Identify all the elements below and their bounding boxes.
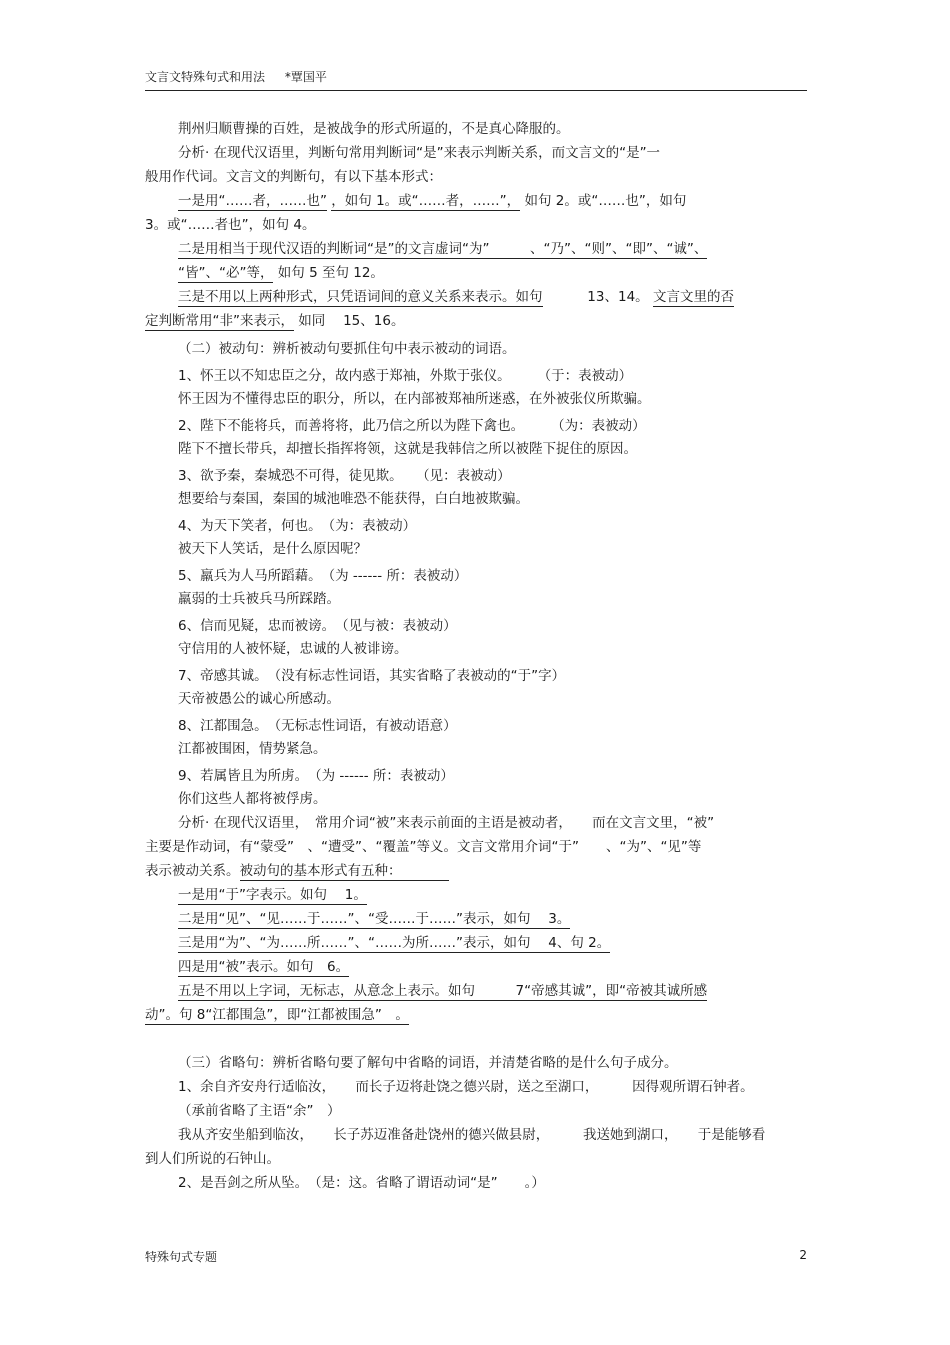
plain-text: 表示被动关系。 <box>145 863 240 879</box>
text-line: 荆州归顺曹操的百姓，是被战争的形式所逼的，不是真心降服的。 <box>178 121 570 137</box>
plain-text: 如句 5 至句 12。 <box>277 265 384 281</box>
text-line <box>145 237 807 261</box>
text-line: 3。或“……者也”，如句 4。 <box>145 217 316 233</box>
page-number: 2 <box>799 1248 807 1262</box>
example-sentence: 1、余自齐安舟行适临汝， 而长子迈将赴饶之德兴尉，送之至湖口， 因得观所谓石钟者。 <box>178 1079 754 1095</box>
example-sentence: 1、怀王以不知忠臣之分，故内惑于郑袖，外欺于张仪。 （于：表被动） <box>178 368 633 384</box>
translation: 守信用的人被怀疑，忠诚的人被诽谤。 <box>178 641 408 657</box>
text-line: 分析· 在现代汉语里，判断句常用判断词“是”来表示判断关系，而文言文的“是”一 <box>178 145 661 161</box>
underlined-text: 动”。句 8“江都围急”，即“江都被围急” 。 <box>145 1007 409 1023</box>
translation: 到人们所说的石钟山。 <box>145 1151 280 1167</box>
translation: 被天下人笑话，是什么原因呢？ <box>178 541 367 557</box>
translation: 怀王因为不懂得忠臣的职分，所以，在内部被郑袖所迷惑，在外被张仪所欺骗。 <box>178 391 651 407</box>
underlined-text: 文言文里的否 <box>652 289 734 305</box>
underlined-text: 二是用相当于现代汉语的判断词“是”的文言虚词“为” 、“乃”、“则”、“即”、“诚”、 <box>178 241 708 257</box>
plain-text: 如句 2。或“……也”，如句 <box>524 193 687 209</box>
example-sentence: 8、江都围急。 （无标志性词语，有被动语意） <box>178 718 457 734</box>
example-sentence: 2、是吾剑之所从坠。 （是：这。省略了谓语动词“是” 。） <box>178 1175 545 1191</box>
footer-section: 特殊句式专题 <box>145 1250 218 1264</box>
underlined-text: 三是不用以上两种形式，只凭语词间的意义关系来表示。如句 <box>178 289 543 305</box>
plain-text: 如同 15、16。 <box>298 313 405 329</box>
example-sentence: 5、羸兵为人马所蹈藉。 （为 ------ 所：表被动） <box>178 568 468 584</box>
example-sentence: 7、帝感其诚。 （没有标志性词语，其实省略了表被动的“于”字） <box>178 668 566 684</box>
text-line <box>145 1003 807 1027</box>
text-line <box>145 907 807 931</box>
text-line <box>145 931 807 955</box>
page-footer <box>145 1248 807 1265</box>
translation: 江都被围困，情势紧急。 <box>178 741 327 757</box>
translation: 我从齐安坐船到临汝， 长子苏迈准备赴饶州的德兴做县尉， 我送她到湖口， 于是能够看 <box>178 1127 766 1143</box>
text-line: 分析· 在现代汉语里， 常用介词“被”来表示前面的主语是被动者， 而在文言文里，“被” <box>178 815 715 831</box>
text-line <box>145 859 807 883</box>
text-line <box>145 261 807 285</box>
underlined-text: 一是用“于”字表示。如句 1。 <box>178 887 367 903</box>
underlined-text: 二是用“见”、“见……于……”、“受……于……”表示，如句 3。 <box>178 911 571 927</box>
translation: 陛下不擅长带兵，却擅长指挥将领，这就是我韩信之所以被陛下捉住的原因。 <box>178 441 637 457</box>
text-line <box>145 883 807 907</box>
plain-text: 13、14。 <box>546 289 649 305</box>
document-body <box>145 117 807 1195</box>
text-line: 主要是作动词，有“蒙受” 、“遭受”、“覆盖”等义。文言文常用介词“于” 、“为”、“见”等 <box>145 839 702 855</box>
text-line: 般用作代词。文言文的判断句，有以下基本形式： <box>145 169 442 185</box>
translation: 想要给与秦国，秦国的城池唯恐不能获得，白白地被欺骗。 <box>178 491 529 507</box>
text-line <box>145 955 807 979</box>
text-line <box>145 979 807 1003</box>
example-sentence: 6、信而见疑，忠而被谤。 （见与被：表被动） <box>178 618 457 634</box>
translation: 天帝被愚公的诚心所感动。 <box>178 691 340 707</box>
section-heading: （三）省略句：辨析省略句要了解句中省略的词语，并清楚省略的是什么句子成分。 <box>178 1055 678 1071</box>
example-sentence: 3、欲予秦，秦城恐不可得，徒见欺。 （见：表被动） <box>178 468 511 484</box>
underlined-text: “皆”、“必”等， <box>178 265 274 281</box>
text-line <box>145 189 807 213</box>
section-heading: （二）被动句：辨析被动句要抓住句中表示被动的词语。 <box>178 341 516 357</box>
text-line: （承前省略了主语“余” ） <box>178 1103 341 1119</box>
example-sentence: 2、陛下不能将兵，而善将将，此乃信之所以为陛下禽也。 （为：表被动） <box>178 418 646 434</box>
header-author: *覃国平 <box>284 70 327 84</box>
translation: 你们这些人都将被俘虏。 <box>178 791 327 807</box>
example-sentence: 9、若属皆且为所虏。 （为 ------ 所：表被动） <box>178 768 454 784</box>
underlined-text: 定判断常用“非”来表示， <box>145 313 294 329</box>
underlined-text: ，如句 1。或“……者，……”， <box>331 193 521 209</box>
underlined-text: 五是不用以上字词，无标志，从意念上表示。如句 7“帝感其诚”，即“帝被其诚所感 <box>178 983 708 999</box>
example-sentence: 4、为天下笑者，何也。 （为：表被动） <box>178 518 417 534</box>
page-header <box>145 68 807 91</box>
underlined-text: 一是用“……者，……也” <box>178 193 327 209</box>
text-line <box>145 285 807 309</box>
text-line <box>145 309 807 333</box>
underlined-text: 被动句的基本形式有五种： <box>239 863 449 879</box>
underlined-text: 三是用“为”、“为……所……”、“……为所……”表示，如句 4、句 2。 <box>178 935 611 951</box>
underlined-text: 四是用“被”表示。如句 6。 <box>178 959 350 975</box>
header-title: 文言文特殊句式和用法 <box>145 70 266 84</box>
translation: 羸弱的士兵被兵马所踩踏。 <box>178 591 340 607</box>
